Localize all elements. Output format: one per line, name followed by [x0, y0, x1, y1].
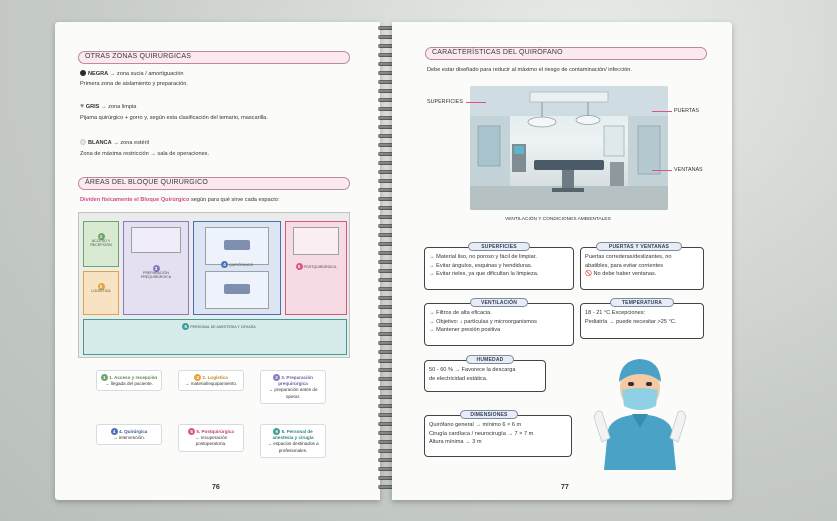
leader-line [466, 102, 486, 103]
box-line: Altura mínima → 3 m [429, 439, 482, 446]
number-badge: 6 [273, 428, 280, 435]
box-line: → Material liso, no poroso y fácil de limpiar. [429, 254, 537, 260]
box-line: → Filtros de alta eficacia. [429, 310, 492, 316]
surgeon-illustration [592, 352, 688, 470]
surgery-bed-icon [224, 284, 250, 294]
photo-caption: VENTILACIÓN Y CONDICIONES AMBIENTALES [505, 217, 611, 222]
box-puertas [580, 247, 704, 290]
recovery-room [293, 227, 339, 255]
black-dot-icon [80, 70, 86, 76]
label-ventanas: VENTANAS [674, 167, 703, 173]
box-line: → Objetivo: ↓ partículas y microorganismos [429, 318, 537, 325]
legend-card-1 [96, 370, 162, 391]
label-superficies: SUPERFICIES [427, 99, 463, 105]
zona-negra-line: NEGRA → zona sucia / amortiguación [80, 70, 183, 77]
section-title-areas: ÁREAS DEL BLOQUE QUIRÚRGICO [78, 177, 350, 190]
legend-card-5 [178, 424, 244, 452]
box-title-temperatura: TEMPERATURA [610, 298, 674, 307]
plan-label-personal: 6 PERSONAL DE ANESTESIA Y CIRUGÍA [169, 323, 269, 330]
box-line: Pediatría → puede necesitar >25 °C. [585, 318, 677, 325]
legend-card-title: 2 2. Logística [181, 374, 241, 381]
number-badge: 5 [188, 428, 195, 435]
white-dot-icon [80, 139, 86, 145]
box-humedad [424, 360, 546, 392]
box-line: → Mantener presión positiva [429, 327, 501, 334]
plan-label-acceso: 1 ACCESO Y RECEPCIÓN [90, 234, 112, 247]
legend-card-desc: → llegada del paciente. [104, 381, 153, 387]
prep-room [131, 227, 181, 253]
plan-label-prequirurgica: 3 PREPARACIÓN PREQUIRÚRGICA [140, 266, 172, 279]
leader-line [652, 111, 672, 112]
box-line: 🚫 No debe haber ventanas. [585, 271, 657, 278]
legend-card-desc: → preparación antes de operar. [268, 387, 318, 399]
zona-negra-desc: Primera zona de aislamiento y preparación. [80, 81, 188, 87]
box-line: Cirugía cardíaca / neurocirugía → 7 × 7 m [429, 430, 534, 437]
box-title-ventilacion: VENTILACIÓN [470, 298, 528, 307]
operating-room-photo [470, 86, 668, 210]
box-title-humedad: HUMEDAD [466, 355, 514, 364]
zona-gris-line: ♥ GRIS → zona limpia [80, 103, 137, 110]
zona-blanca-line: BLANCA → zona estéril [80, 139, 149, 146]
page-number-right: 77 [561, 484, 569, 491]
plan-label-quirofanos: 4 QUIRÓFANOS [209, 261, 265, 268]
box-line: Puertas correderas/deslizantes, no [585, 254, 672, 260]
page-title: CARACTERÍSTICAS DEL QUIRÓFANO [425, 47, 707, 60]
page-number-left: 76 [212, 484, 220, 491]
floor-plan [78, 212, 350, 358]
box-line: Quirófano general → mínimo 6 × 6 m [429, 422, 522, 428]
legend-card-desc: → intervención. [113, 435, 145, 441]
box-title-dimensiones: DIMENSIONES [460, 410, 518, 419]
legend-card-4 [96, 424, 162, 445]
legend-card-3 [260, 370, 326, 404]
zona-blanca-desc: Zona de máxima restricción → sala de operaciones. [80, 151, 210, 157]
box-line: de electricidad estática. [429, 375, 488, 382]
operating-room-illustration [470, 86, 668, 210]
legend-card-title: 4 4. Quirúrgica [99, 428, 159, 435]
legend-card-title: 6 6. Personal de anestesia y cirugía [272, 429, 314, 441]
box-line: → Evitar rieles, ya que dificultan la limpieza. [429, 271, 539, 278]
legend-card-title: 1 1. Acceso y recepción [99, 374, 159, 381]
section-title-otras-zonas: OTRAS ZONAS QUIRÚRGICAS [78, 51, 350, 64]
legend-card-title: 5 5. Postquirúrgica [181, 428, 241, 435]
number-badge: 1 [101, 374, 108, 381]
areas-intro: Dividen físicamente el Bloque Quirúrgico según para qué sirve cada espacio: [80, 197, 280, 203]
number-badge: 3 [273, 374, 280, 381]
legend-card-desc: → material/equipamiento. [184, 381, 238, 387]
gray-heart-icon: ♥ [80, 103, 85, 110]
legend-card-title: 3 3. Preparación prequirúrgica [263, 374, 323, 387]
legend-card-desc: → espacios destinados a profesionales. [267, 441, 319, 453]
surgery-bed-icon [224, 240, 250, 250]
legend-card-desc: → recuperación postoperatoria. [194, 435, 228, 447]
legend-card-6 [260, 424, 326, 458]
box-line: abatibles, para evitar corrientes [585, 262, 664, 269]
box-line: 50 - 60 % → Favorece la descarga [429, 367, 516, 373]
box-line: 18 - 21 °C Excepciones: [585, 310, 646, 316]
box-ventilacion [424, 303, 574, 346]
plan-label-logistica: 2 LOGÍSTICA [91, 284, 111, 293]
number-badge: 4 [111, 428, 118, 435]
legend-card-2 [178, 370, 244, 391]
box-superficies [424, 247, 574, 290]
label-puertas: PUERTAS [674, 108, 699, 114]
leader-line [652, 170, 672, 171]
box-temperatura [580, 303, 704, 339]
intro-text: Debe estar diseñado para reducir al máximo el riesgo de contaminación/ infección. [427, 67, 632, 73]
plan-label-postquirurgica: 5 POSTQUIRÚRGICA [289, 263, 343, 270]
number-badge: 2 [194, 374, 201, 381]
box-line: → Evitar ángulos, esquinas y hendiduras. [429, 262, 533, 269]
box-title-superficies: SUPERFICIES [468, 242, 530, 251]
box-dimensiones [424, 415, 572, 457]
zona-gris-desc: Pijama quirúrgico + gorro y, según esta clasificación del temario, mascarilla. [80, 115, 268, 121]
box-title-puertas: PUERTAS Y VENTANAS [596, 242, 682, 251]
